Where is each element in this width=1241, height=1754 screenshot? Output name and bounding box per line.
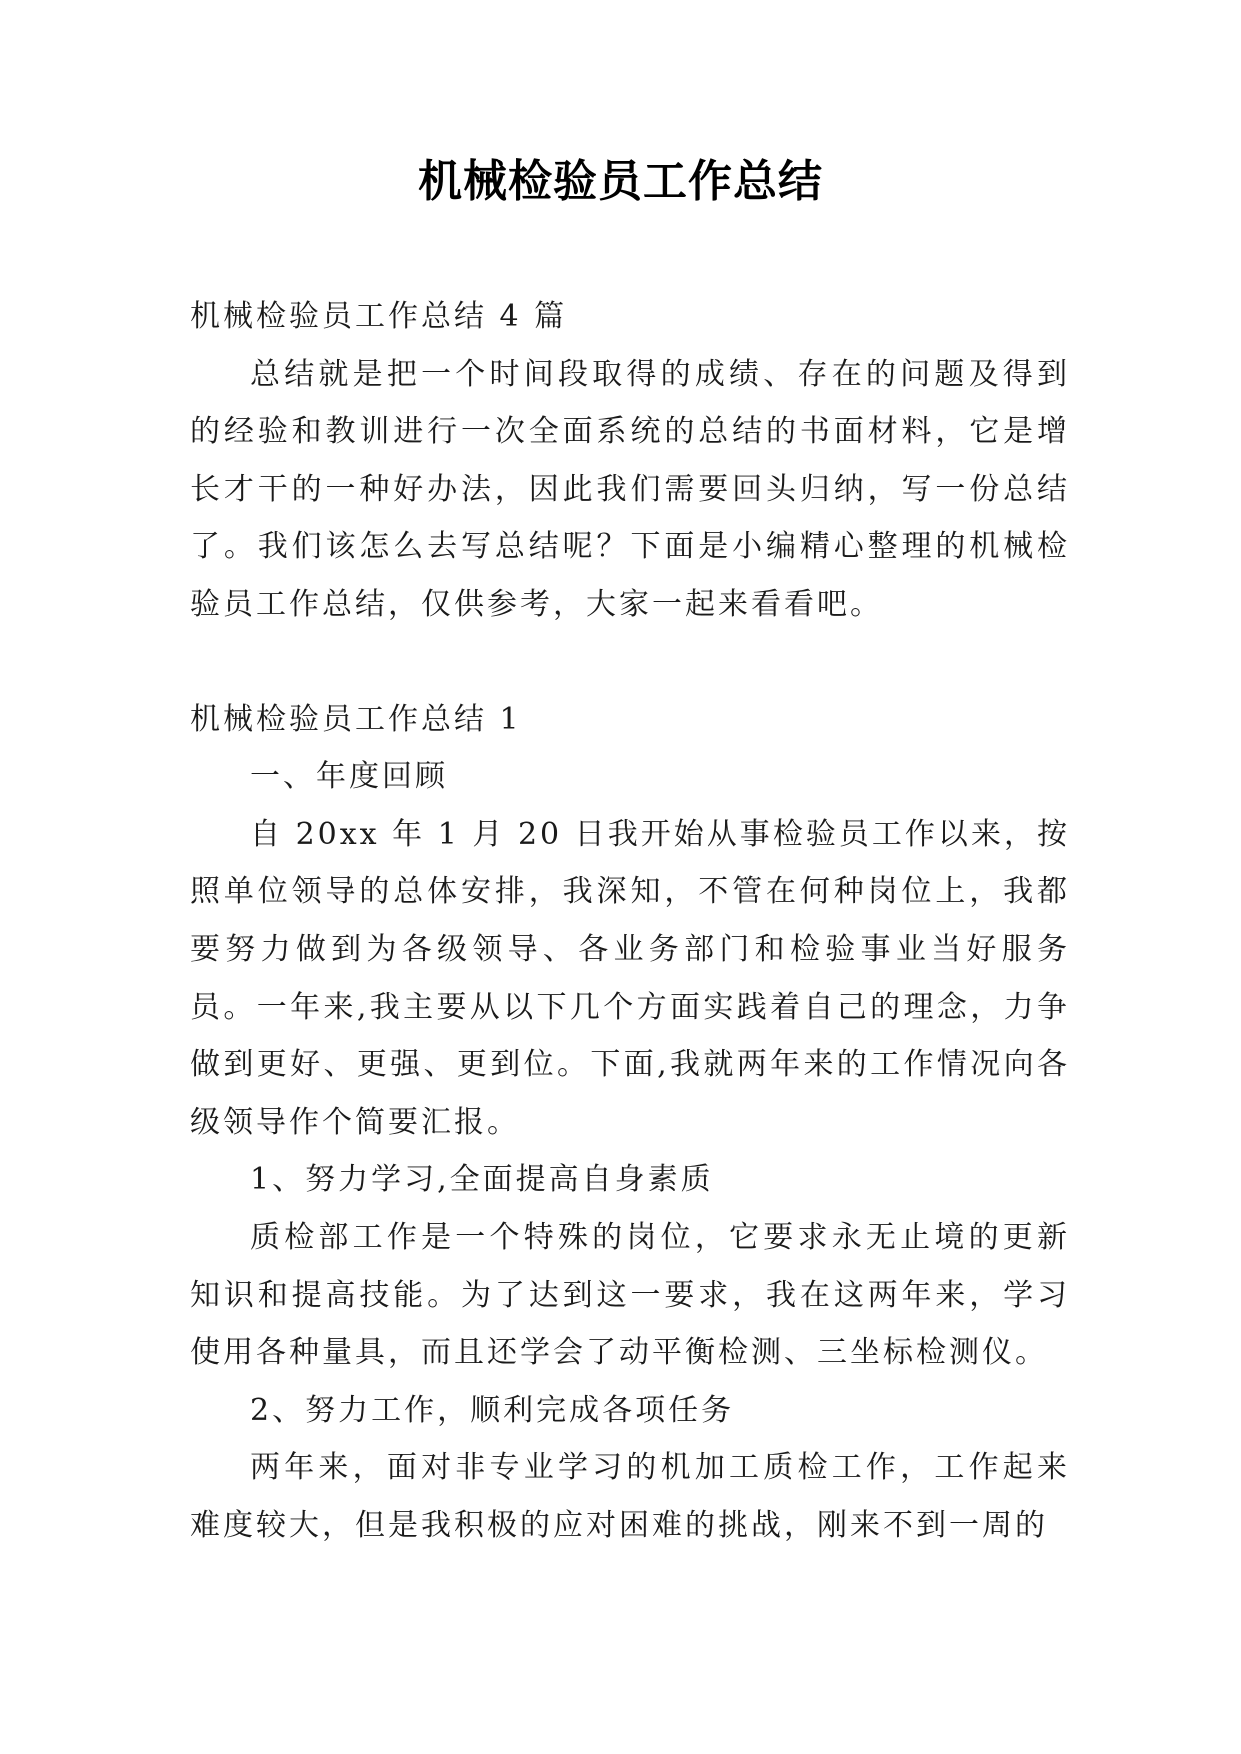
subsection-heading: 一、年度回顾 [250, 759, 448, 795]
collection-heading: 机械检验员工作总结 4 篇 [190, 299, 568, 334]
body-paragraph: 质检部工作是一个特殊的岗位，它要求永无止境的更新知识和提高技能。为了达到这一要求，我在这两年来，学习使用各种量具，而且还学会了动平衡检测、三坐标检测仪。 [190, 1219, 1070, 1371]
item-heading: 2、努力工作，顺利完成各项任务 [250, 1392, 735, 1428]
intro-paragraph: 总结就是把一个时间段取得的成绩、存在的问题及得到的经验和教训进行一次全面系统的总结的书面材料，它是增长才干的一种好办法，因此我们需要回头归纳，写一份总结了。我们该怎么去写总结呢？下面是小编精心整理的机械检验员工作总结，仅供参考，大家一起来看看吧。 [190, 356, 1070, 622]
body-paragraph: 自 20xx 年 1 月 20 日我开始从事检验员工作以来，按照单位领导的总体安排，我深知，不管在何种岗位上，我都要努力做到为各级领导、各业务部门和检验事业当好服务员。一年来,我主要从以下几个方面实践着自己的理念，力争做到更好、更强、更到位。下面,我就两年来的工作情况向各级领导作个简要汇报。 [190, 816, 1070, 1140]
document-body [190, 288, 1070, 1554]
item-heading: 1、努力学习,全面提高自身素质 [250, 1162, 714, 1198]
document-title: 机械检验员工作总结 [418, 156, 823, 207]
section-heading: 机械检验员工作总结 1 [190, 701, 522, 737]
body-paragraph: 两年来，面对非专业学习的机加工质检工作，工作起来难度较大，但是我积极的应对困难的挑战，刚来不到一周的 [190, 1450, 1070, 1543]
